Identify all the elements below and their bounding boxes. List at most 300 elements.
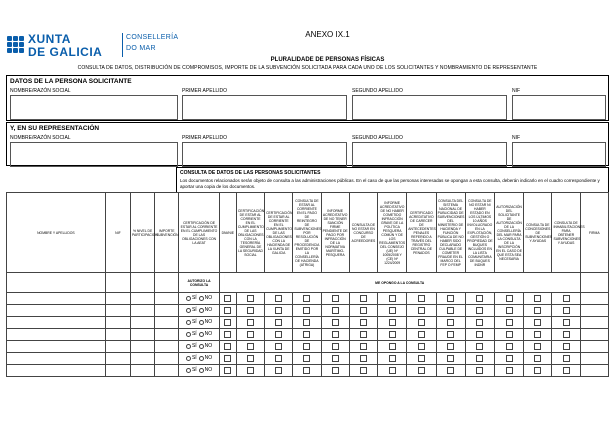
opongo-checkbox[interactable] bbox=[275, 343, 282, 350]
participacion-cell[interactable] bbox=[131, 365, 155, 377]
opongo-checkbox[interactable] bbox=[303, 367, 310, 374]
no-option[interactable] bbox=[199, 356, 213, 361]
firma-cell[interactable] bbox=[580, 293, 608, 305]
si-option[interactable] bbox=[186, 320, 197, 325]
opongo-checkbox[interactable] bbox=[247, 331, 254, 338]
opongo-checkbox[interactable] bbox=[360, 331, 367, 338]
opongo-checkbox[interactable] bbox=[303, 319, 310, 326]
opongo-cell bbox=[293, 341, 321, 353]
column-header: FIRMA bbox=[580, 193, 608, 273]
representante-title: Y, EN SU REPRESENTACIÓN bbox=[10, 125, 100, 132]
importe-cell[interactable] bbox=[155, 317, 179, 329]
opongo-checkbox[interactable] bbox=[447, 355, 454, 362]
consulta-title: CONSULTA DE DATOS DE LAS PERSONAS SOLICITANTES bbox=[180, 170, 321, 176]
no-option[interactable] bbox=[199, 320, 213, 325]
participacion-cell[interactable] bbox=[131, 317, 155, 329]
opongo-checkbox[interactable] bbox=[360, 343, 367, 350]
label-rep-nif: NIF bbox=[512, 135, 521, 141]
column-header: DNI/NIE bbox=[219, 193, 236, 273]
opongo-checkbox[interactable] bbox=[332, 319, 339, 326]
opongo-cell bbox=[494, 317, 523, 329]
opongo-cell bbox=[407, 353, 436, 365]
opongo-checkbox[interactable] bbox=[224, 295, 231, 302]
opongo-cell bbox=[524, 365, 552, 377]
opongo-cell bbox=[219, 365, 236, 377]
opongo-cell bbox=[552, 317, 580, 329]
opongo-cell bbox=[494, 305, 523, 317]
no-label: NO bbox=[204, 355, 213, 361]
opongo-checkbox[interactable] bbox=[447, 343, 454, 350]
opongo-cell bbox=[494, 365, 523, 377]
opongo-checkbox[interactable] bbox=[506, 343, 513, 350]
opongo-cell bbox=[494, 341, 523, 353]
column-header: CONSULTA DE CONCESIONES DE SUBVENCIONES Y AYUDAS bbox=[524, 193, 552, 273]
opongo-cell bbox=[349, 317, 377, 329]
no-option[interactable] bbox=[199, 332, 213, 337]
column-header: % NIVEL DE PARTICIPACIÓN bbox=[131, 193, 155, 273]
nombre-cell[interactable] bbox=[7, 305, 106, 317]
radio-icon bbox=[199, 320, 204, 325]
opongo-checkbox[interactable] bbox=[506, 367, 513, 374]
opongo-cell bbox=[236, 353, 264, 365]
importe-cell[interactable] bbox=[155, 353, 179, 365]
opongo-checkbox[interactable] bbox=[332, 295, 339, 302]
opongo-cell bbox=[465, 305, 494, 317]
opongo-checkbox[interactable] bbox=[303, 343, 310, 350]
logo-line1: XUNTA bbox=[28, 32, 71, 46]
nombre-cell[interactable] bbox=[7, 353, 106, 365]
radio-icon bbox=[186, 320, 191, 325]
solicitante-title: DATOS DE LA PERSONA SOLICITANTE bbox=[10, 78, 132, 85]
nif-cell[interactable] bbox=[105, 341, 130, 353]
si-label: SÍ bbox=[191, 367, 197, 373]
opongo-cell bbox=[321, 329, 349, 341]
opongo-cell bbox=[293, 365, 321, 377]
opongo-cell bbox=[407, 317, 436, 329]
opongo-checkbox[interactable] bbox=[563, 307, 570, 314]
opongo-checkbox[interactable] bbox=[389, 367, 396, 374]
opongo-cell bbox=[436, 341, 465, 353]
opongo-cell bbox=[494, 353, 523, 365]
column-header: NIF bbox=[105, 193, 130, 273]
opongo-checkbox[interactable] bbox=[275, 355, 282, 362]
opongo-cell bbox=[378, 317, 407, 329]
opongo-checkbox[interactable] bbox=[303, 331, 310, 338]
opongo-checkbox[interactable] bbox=[360, 307, 367, 314]
opongo-checkbox[interactable] bbox=[360, 367, 367, 374]
participacion-cell[interactable] bbox=[131, 293, 155, 305]
opongo-cell bbox=[524, 317, 552, 329]
column-header: CERTIFICACIÓN DE ESTAR AL CORRIENTE EN EL CUMPLIMIENTO DE LAS OBLIGACIONES CON LA HACIENDA DE LA XUNTA DE GALICIA bbox=[265, 193, 293, 273]
opongo-checkbox[interactable] bbox=[534, 319, 541, 326]
opongo-checkbox[interactable] bbox=[303, 295, 310, 302]
opongo-checkbox[interactable] bbox=[476, 343, 483, 350]
nombre-cell[interactable] bbox=[7, 317, 106, 329]
column-header: INFORME ACREDITATIVO DE NO TENER SANCIÓN FIRME PENDIENTE DE PAGO POR INFRACCIÓN DE LA NORMATIVA MARÍTIMO-PESQUERA bbox=[321, 193, 349, 273]
opongo-cell bbox=[265, 305, 293, 317]
consulta-section bbox=[176, 167, 609, 192]
opongo-checkbox[interactable] bbox=[275, 307, 282, 314]
opongo-cell bbox=[552, 353, 580, 365]
opongo-checkbox[interactable] bbox=[247, 319, 254, 326]
opongo-checkbox[interactable] bbox=[534, 295, 541, 302]
nif-field[interactable] bbox=[512, 95, 606, 120]
opongo-cell bbox=[293, 305, 321, 317]
conselleria-line2: DO MAR bbox=[126, 45, 156, 52]
opongo-checkbox[interactable] bbox=[476, 307, 483, 314]
opongo-checkbox[interactable] bbox=[303, 307, 310, 314]
rep-nombre-field[interactable] bbox=[10, 142, 178, 167]
opongo-cell bbox=[321, 293, 349, 305]
opongo-checkbox[interactable] bbox=[506, 355, 513, 362]
firma-cell[interactable] bbox=[580, 305, 608, 317]
opongo-checkbox[interactable] bbox=[275, 331, 282, 338]
opongo-checkbox[interactable] bbox=[224, 367, 231, 374]
opongo-checkbox[interactable] bbox=[534, 343, 541, 350]
opongo-cell bbox=[465, 353, 494, 365]
radio-icon bbox=[186, 296, 191, 301]
opongo-checkbox[interactable] bbox=[275, 367, 282, 374]
opongo-checkbox[interactable] bbox=[447, 295, 454, 302]
opongo-cell bbox=[465, 365, 494, 377]
opongo-cell bbox=[321, 365, 349, 377]
opongo-cell bbox=[552, 329, 580, 341]
radio-icon bbox=[199, 368, 204, 373]
opongo-cell bbox=[265, 353, 293, 365]
rep-primer-apellido-field[interactable] bbox=[182, 142, 347, 167]
opongo-cell bbox=[236, 317, 264, 329]
opongo-checkbox[interactable] bbox=[389, 295, 396, 302]
opongo-checkbox[interactable] bbox=[418, 307, 425, 314]
opongo-cell bbox=[378, 341, 407, 353]
opongo-checkbox[interactable] bbox=[332, 355, 339, 362]
opongo-checkbox[interactable] bbox=[360, 295, 367, 302]
opongo-cell bbox=[219, 353, 236, 365]
opongo-cell bbox=[436, 353, 465, 365]
radio-icon bbox=[186, 368, 191, 373]
opongo-cell bbox=[219, 329, 236, 341]
opongo-checkbox[interactable] bbox=[224, 331, 231, 338]
opongo-checkbox[interactable] bbox=[418, 295, 425, 302]
consulta-text: Los documentos relacionados serán objeto de consulta a las administraciones públicas. En el caso de que las personas interesadas se opongan a esta consulta, deberán indicarlo en el cuadro correspondiente y aportar una copia de los documentos. bbox=[180, 178, 600, 189]
column-header: CONSULTA DE NO ESTAR NI HABER ESTADO EN LOS ÚLTIMOS 10 AÑOS INVOLUCRADO EN LA EXPLOTACIÓN, GESTIÓN O PROPIEDAD DE BUQUES INCLUIDOS EN LA LISTA COMUNITARIA DE BUQUES INDNR bbox=[465, 193, 494, 273]
opongo-cell bbox=[524, 353, 552, 365]
opongo-checkbox[interactable] bbox=[360, 319, 367, 326]
opongo-checkbox[interactable] bbox=[418, 331, 425, 338]
opongo-checkbox[interactable] bbox=[563, 319, 570, 326]
firma-cell[interactable] bbox=[580, 317, 608, 329]
opongo-cell bbox=[219, 317, 236, 329]
opongo-checkbox[interactable] bbox=[447, 307, 454, 314]
radio-icon bbox=[186, 308, 191, 313]
nombre-cell[interactable] bbox=[7, 293, 106, 305]
label-nif: NIF bbox=[512, 88, 521, 94]
opongo-cell bbox=[524, 329, 552, 341]
nif-cell[interactable] bbox=[105, 365, 130, 377]
opongo-checkbox[interactable] bbox=[418, 343, 425, 350]
no-label: NO bbox=[204, 307, 213, 313]
label-segundo-apellido: SEGUNDO APELLIDO bbox=[352, 88, 403, 94]
opongo-checkbox[interactable] bbox=[476, 295, 483, 302]
radio-icon bbox=[186, 344, 191, 349]
opongo-checkbox[interactable] bbox=[275, 295, 282, 302]
radio-icon bbox=[186, 356, 191, 361]
radio-icon bbox=[199, 344, 204, 349]
nombre-cell[interactable] bbox=[7, 365, 106, 377]
no-option[interactable] bbox=[199, 308, 213, 313]
autorizo-options bbox=[179, 317, 219, 329]
opongo-cell bbox=[378, 353, 407, 365]
opongo-checkbox[interactable] bbox=[332, 307, 339, 314]
opongo-checkbox[interactable] bbox=[332, 331, 339, 338]
opongo-checkbox[interactable] bbox=[447, 367, 454, 374]
opongo-checkbox[interactable] bbox=[418, 355, 425, 362]
opongo-checkbox[interactable] bbox=[332, 343, 339, 350]
opongo-checkbox[interactable] bbox=[360, 355, 367, 362]
nif-cell[interactable] bbox=[105, 317, 130, 329]
opongo-checkbox[interactable] bbox=[389, 355, 396, 362]
blank-cell bbox=[580, 273, 608, 293]
opongo-cell bbox=[436, 317, 465, 329]
table-row bbox=[7, 353, 609, 365]
si-option[interactable] bbox=[186, 356, 197, 361]
opongo-cell bbox=[293, 329, 321, 341]
opongo-cell bbox=[524, 341, 552, 353]
opongo-checkbox[interactable] bbox=[476, 319, 483, 326]
nombre-cell[interactable] bbox=[7, 341, 106, 353]
si-option[interactable] bbox=[186, 368, 197, 373]
opongo-checkbox[interactable] bbox=[332, 367, 339, 374]
column-header: IMPORTE SUBVENCIÓN bbox=[155, 193, 179, 273]
logo-line2: DE GALICIA bbox=[28, 45, 103, 59]
opongo-checkbox[interactable] bbox=[247, 343, 254, 350]
opongo-cell bbox=[494, 329, 523, 341]
participacion-cell[interactable] bbox=[131, 341, 155, 353]
opongo-checkbox[interactable] bbox=[224, 343, 231, 350]
radio-icon bbox=[186, 332, 191, 337]
opongo-cell bbox=[321, 341, 349, 353]
representante-section bbox=[6, 122, 609, 166]
opongo-checkbox[interactable] bbox=[389, 331, 396, 338]
opongo-cell bbox=[552, 305, 580, 317]
opongo-cell bbox=[236, 305, 264, 317]
opongo-checkbox[interactable] bbox=[389, 343, 396, 350]
autorizo-options bbox=[179, 293, 219, 305]
opongo-cell bbox=[236, 293, 264, 305]
nif-cell[interactable] bbox=[105, 353, 130, 365]
autorizo-options bbox=[179, 329, 219, 341]
blank-cell bbox=[131, 273, 155, 293]
opongo-cell bbox=[407, 329, 436, 341]
opongo-cell bbox=[378, 293, 407, 305]
rep-segundo-apellido-field[interactable] bbox=[352, 142, 507, 167]
blank-cell bbox=[105, 273, 130, 293]
opongo-cell bbox=[321, 353, 349, 365]
opongo-cell bbox=[378, 305, 407, 317]
opongo-cell bbox=[436, 305, 465, 317]
opongo-cell bbox=[465, 293, 494, 305]
opongo-cell bbox=[265, 329, 293, 341]
opongo-cell bbox=[436, 293, 465, 305]
si-option[interactable] bbox=[186, 332, 197, 337]
opongo-checkbox[interactable] bbox=[447, 331, 454, 338]
importe-cell[interactable] bbox=[155, 365, 179, 377]
blank-cell bbox=[155, 273, 179, 293]
opongo-checkbox[interactable] bbox=[418, 367, 425, 374]
opongo-checkbox[interactable] bbox=[534, 307, 541, 314]
opongo-cell bbox=[407, 365, 436, 377]
opongo-checkbox[interactable] bbox=[534, 367, 541, 374]
column-header: CERTIFICACIÓN DE ESTAR AL CORRIENTE EN EL CUMPLIMIENTO DE LAS OBLIGACIONES CON LA TESORERÍA GENERAL DE LA SEGURIDAD SOCIAL bbox=[236, 193, 264, 273]
firma-cell[interactable] bbox=[580, 365, 608, 377]
nif-cell[interactable] bbox=[105, 305, 130, 317]
label-rep-segundo-apellido: SEGUNDO APELLIDO bbox=[352, 135, 403, 141]
no-option[interactable] bbox=[199, 344, 213, 349]
column-header: CONSULTA DE NO ESTAR EN CONCURSO DE ACREEDORES bbox=[349, 193, 377, 273]
opongo-cell bbox=[293, 353, 321, 365]
nif-cell[interactable] bbox=[105, 329, 130, 341]
opongo-checkbox[interactable] bbox=[224, 355, 231, 362]
opongo-checkbox[interactable] bbox=[247, 307, 254, 314]
opongo-cell bbox=[407, 341, 436, 353]
opongo-checkbox[interactable] bbox=[534, 331, 541, 338]
no-option[interactable] bbox=[199, 296, 213, 301]
nombre-field[interactable] bbox=[10, 95, 178, 120]
autorizo-options bbox=[179, 305, 219, 317]
autorizo-options bbox=[179, 365, 219, 377]
segundo-apellido-field[interactable] bbox=[352, 95, 507, 120]
participacion-cell[interactable] bbox=[131, 353, 155, 365]
opongo-cell bbox=[265, 365, 293, 377]
opongo-cell bbox=[265, 317, 293, 329]
opongo-cell bbox=[293, 293, 321, 305]
opongo-checkbox[interactable] bbox=[476, 331, 483, 338]
nombre-cell[interactable] bbox=[7, 329, 106, 341]
opongo-cell bbox=[552, 341, 580, 353]
column-header: INFORME ACREDITATIVO DE NO HABER COMETIDO INFRACCIÓN GRAVE DE LA POLÍTICA PESQUERA COMÚN Y DE LOS REGLAMENTOS DEL CONSEJO (UE) Nº 1005/2008 Y (CE) Nº 1224/2009 bbox=[378, 193, 407, 273]
opongo-cell bbox=[236, 329, 264, 341]
importe-cell[interactable] bbox=[155, 293, 179, 305]
opongo-checkbox[interactable] bbox=[447, 319, 454, 326]
opongo-cell bbox=[378, 365, 407, 377]
no-label: NO bbox=[204, 367, 213, 373]
rep-nif-field[interactable] bbox=[512, 142, 606, 167]
si-label: SÍ bbox=[191, 331, 197, 337]
table-row bbox=[7, 341, 609, 353]
participacion-cell[interactable] bbox=[131, 305, 155, 317]
column-header: CERTIFICACIÓN DE ESTAR AL CORRIENTE EN EL CUMPLIMIENTO DE LAS OBLIGACIONES CON LA AEAT bbox=[179, 193, 219, 273]
opongo-cell bbox=[236, 341, 264, 353]
opongo-label: ME OPONGO A LA CONSULTA bbox=[219, 273, 580, 293]
opongo-cell bbox=[265, 293, 293, 305]
consulta-table bbox=[6, 192, 609, 377]
opongo-cell bbox=[552, 365, 580, 377]
opongo-cell bbox=[524, 293, 552, 305]
table-row bbox=[7, 329, 609, 341]
opongo-checkbox[interactable] bbox=[506, 295, 513, 302]
primer-apellido-field[interactable] bbox=[182, 95, 347, 120]
opongo-cell bbox=[219, 293, 236, 305]
blank-cell bbox=[7, 273, 106, 293]
table-row bbox=[7, 305, 609, 317]
opongo-checkbox[interactable] bbox=[476, 355, 483, 362]
opongo-checkbox[interactable] bbox=[275, 319, 282, 326]
importe-cell[interactable] bbox=[155, 305, 179, 317]
opongo-cell bbox=[465, 317, 494, 329]
column-header: CONSULTA DE INHABILITACIONES PARA OBTENER SUBVENCIONES Y AYUDAS bbox=[552, 193, 580, 273]
no-label: NO bbox=[204, 331, 213, 337]
autorizo-options bbox=[179, 353, 219, 365]
importe-cell[interactable] bbox=[155, 341, 179, 353]
nif-cell[interactable] bbox=[105, 293, 130, 305]
opongo-cell bbox=[552, 293, 580, 305]
importe-cell[interactable] bbox=[155, 329, 179, 341]
opongo-cell bbox=[265, 341, 293, 353]
opongo-checkbox[interactable] bbox=[563, 343, 570, 350]
opongo-checkbox[interactable] bbox=[506, 331, 513, 338]
si-option[interactable] bbox=[186, 344, 197, 349]
column-header: CERTIFICADO ACREDITATIVO DE CARECER DE ANTECEDENTES PENALES REFERIDO A TRAVÉS DEL REGISTRO CENTRAL DE PENADOS bbox=[407, 193, 436, 273]
opongo-cell bbox=[349, 329, 377, 341]
opongo-cell bbox=[524, 305, 552, 317]
opongo-checkbox[interactable] bbox=[563, 331, 570, 338]
radio-icon bbox=[199, 356, 204, 361]
opongo-checkbox[interactable] bbox=[224, 319, 231, 326]
si-option[interactable] bbox=[186, 308, 197, 313]
si-option[interactable] bbox=[186, 296, 197, 301]
opongo-cell bbox=[465, 329, 494, 341]
opongo-checkbox[interactable] bbox=[224, 307, 231, 314]
opongo-cell bbox=[465, 341, 494, 353]
opongo-checkbox[interactable] bbox=[303, 355, 310, 362]
opongo-cell bbox=[349, 353, 377, 365]
opongo-checkbox[interactable] bbox=[563, 367, 570, 374]
column-header: AUTORIZACIÓN DEL SOLICITANTE DE AUTORIZACIÓN DE LA CONSELLERÍA DEL MAR PARA LA CONSULTA DE LA INSCRIPCIÓN EN EL CASO DE QUE ESTA SEA NECESARIA bbox=[494, 193, 523, 273]
opongo-checkbox[interactable] bbox=[418, 319, 425, 326]
column-header: CONSULTA DE ESTAR AL CORRIENTE EN EL PAGO DE REINTEGRO DE SUBVENCIONES POR RESOLUCIÓN DE PROCEDENCIA EMITIDO POR LA CONSELLERÍA DE HACIENDA (ATRIGA) bbox=[293, 193, 321, 273]
opongo-checkbox[interactable] bbox=[389, 307, 396, 314]
opongo-cell bbox=[349, 341, 377, 353]
opongo-checkbox[interactable] bbox=[389, 319, 396, 326]
firma-cell[interactable] bbox=[580, 341, 608, 353]
opongo-checkbox[interactable] bbox=[506, 319, 513, 326]
si-label: SÍ bbox=[191, 343, 197, 349]
opongo-checkbox[interactable] bbox=[563, 355, 570, 362]
opongo-cell bbox=[219, 305, 236, 317]
opongo-checkbox[interactable] bbox=[247, 355, 254, 362]
label-primer-apellido: PRIMER APELLIDO bbox=[182, 88, 228, 94]
opongo-checkbox[interactable] bbox=[563, 295, 570, 302]
participacion-cell[interactable] bbox=[131, 329, 155, 341]
radio-icon bbox=[199, 308, 204, 313]
label-nombre: NOMBRE/RAZÓN SOCIAL bbox=[10, 88, 71, 94]
opongo-checkbox[interactable] bbox=[476, 367, 483, 374]
opongo-checkbox[interactable] bbox=[247, 295, 254, 302]
opongo-checkbox[interactable] bbox=[247, 367, 254, 374]
no-option[interactable] bbox=[199, 368, 213, 373]
opongo-cell bbox=[236, 365, 264, 377]
firma-cell[interactable] bbox=[580, 353, 608, 365]
opongo-cell bbox=[378, 329, 407, 341]
solicitante-section bbox=[6, 75, 609, 121]
opongo-cell bbox=[436, 329, 465, 341]
column-header: CONSULTA DEL SISTEMA NACIONAL DE PUBLICIDAD DE SUBVENCIONES DEL MINISTERIO DE HACIENDA Y FUNCIÓN PÚBLICA DE NO HABER SIDO DECLARADO CULPABLE DE COMETER FRAUDE EN EL MARCO DEL FEP O FEMP bbox=[436, 193, 465, 273]
firma-cell[interactable] bbox=[580, 329, 608, 341]
doc-title: PLURALIDADE DE PERSONAS FÍSICAS bbox=[270, 57, 385, 63]
opongo-cell bbox=[436, 365, 465, 377]
opongo-checkbox[interactable] bbox=[534, 355, 541, 362]
opongo-checkbox[interactable] bbox=[506, 307, 513, 314]
